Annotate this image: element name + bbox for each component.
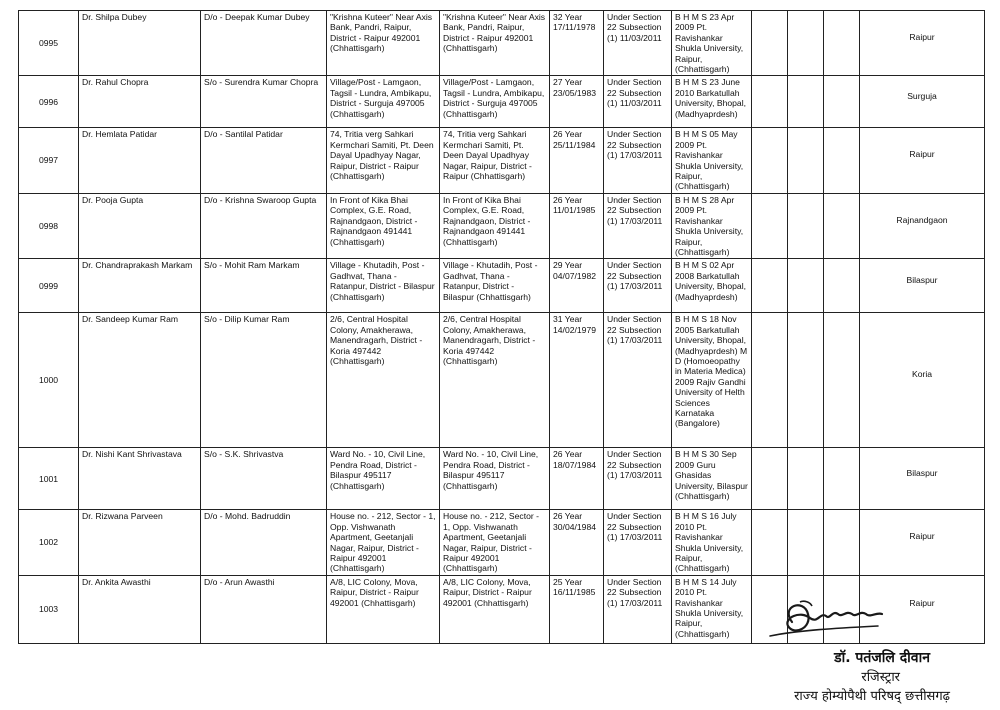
age-dob-cell: 25 Year 16/11/1985 (550, 575, 604, 643)
parent-name-cell: D/o - Santilal Patidar (201, 128, 327, 193)
qualification-cell: B H M S 16 July 2010 Pt. Ravishankar Shukla University, Raipur, (Chhattisgarh) (672, 510, 752, 575)
serial-number-cell: 1001 (19, 448, 79, 510)
parent-name-cell: S/o - Mohit Ram Markam (201, 259, 327, 313)
registration-section-cell: Under Section 22 Subsection (1) 17/03/2011 (604, 448, 672, 510)
qualification-cell: B H M S 14 July 2010 Pt. Ravishankar Shukla University, Raipur, (Chhattisgarh) (672, 575, 752, 643)
permanent-address-cell: 2/6, Central Hospital Colony, Amakherawa, Manendragarh, District - Koria 497442 (Chhattisgarh) (327, 313, 440, 448)
qualification-cell: B H M S 23 June 2010 Barkatullah University, Bhopal, (Madhyaprdesh) (672, 76, 752, 128)
qualification-cell: B H M S 23 Apr 2009 Pt. Ravishankar Shukla University, Raipur, (Chhattisgarh) (672, 11, 752, 76)
correspondence-address-cell: Ward No. - 10, Civil Line, Pendra Road, District - Bilaspur 495117 (Chhattisgarh) (440, 448, 550, 510)
registrar-signature (760, 592, 900, 648)
parent-name-cell: D/o - Deepak Kumar Dubey (201, 11, 327, 76)
age-dob-cell: 29 Year 04/07/1982 (550, 259, 604, 313)
registration-section-cell: Under Section 22 Subsection (1) 17/03/2011 (604, 575, 672, 643)
blank-cell (752, 510, 788, 575)
register-table (18, 10, 985, 644)
practitioner-name-cell: Dr. Pooja Gupta (79, 193, 201, 258)
permanent-address-cell: "Krishna Kuteer" Near Axis Bank, Pandri, Raipur, District - Raipur 492001 (Chhattisgarh) (327, 11, 440, 76)
parent-name-cell: D/o - Arun Awasthi (201, 575, 327, 643)
serial-number-cell: 0998 (19, 193, 79, 258)
district-label: Bilaspur (906, 274, 938, 285)
serial-number-cell: 0996 (19, 76, 79, 128)
district-cell (860, 313, 985, 448)
district-label: Koria (911, 369, 933, 380)
district-cell (860, 11, 985, 76)
blank-cell (824, 448, 860, 510)
serial-number-cell: 0995 (19, 11, 79, 76)
practitioner-name-cell: Dr. Chandraprakash Markam (79, 259, 201, 313)
district-label: Raipur (909, 149, 935, 160)
age-dob-cell: 27 Year 23/05/1983 (550, 76, 604, 128)
registration-section-cell: Under Section 22 Subsection (1) 17/03/2011 (604, 313, 672, 448)
permanent-address-cell: 74, Tritia verg Sahkari Kermchari Samiti, Pt. Deen Dayal Upadhyay Nagar, Raipur, District - Raipur (Chhattisgarh) (327, 128, 440, 193)
district-cell (860, 510, 985, 575)
permanent-address-cell: Village/Post - Lamgaon, Tagsil - Lundra, Ambikapu, District - Surguja 497005 (Chhattisgarh) (327, 76, 440, 128)
qualification-cell: B H M S 28 Apr 2009 Pt. Ravishankar Shukla University, Raipur, (Chhattisgarh) (672, 193, 752, 258)
registrar-designation: रजिस्ट्रार (861, 670, 900, 685)
district-label: Rajnandgaon (896, 214, 948, 225)
blank-cell (788, 193, 824, 258)
blank-cell (788, 313, 824, 448)
blank-cell (788, 128, 824, 193)
district-cell (860, 76, 985, 128)
registration-section-cell: Under Section 22 Subsection (1) 17/03/2011 (604, 128, 672, 193)
blank-cell (824, 193, 860, 258)
qualification-cell: B H M S 02 Apr 2008 Barkatullah University, Bhopal, (Madhyaprdesh) (672, 259, 752, 313)
practitioner-name-cell: Dr. Sandeep Kumar Ram (79, 313, 201, 448)
practitioner-name-cell: Dr. Ankita Awasthi (79, 575, 201, 643)
correspondence-address-cell: House no. - 212, Sector - 1, Opp. Vishwanath Apartment, Geetanjali Nagar, Raipur, District - Raipur 492001 (Chhattisgarh) (440, 510, 550, 575)
parent-name-cell: D/o - Krishna Swaroop Gupta (201, 193, 327, 258)
correspondence-address-cell: 74, Tritia verg Sahkari Kermchari Samiti, Pt. Deen Dayal Upadhyay Nagar, Raipur, District - Raipur (Chhattisgarh) (440, 128, 550, 193)
blank-cell (752, 259, 788, 313)
district-label: Surguja (907, 90, 937, 101)
blank-cell (824, 259, 860, 313)
age-dob-cell: 31 Year 14/02/1979 (550, 313, 604, 448)
parent-name-cell: S/o - Surendra Kumar Chopra (201, 76, 327, 128)
table-row (19, 259, 985, 313)
district-cell (860, 128, 985, 193)
correspondence-address-cell: Village/Post - Lamgaon, Tagsil - Lundra, Ambikapu, District - Surguja 497005 (Chhattisgarh) (440, 76, 550, 128)
practitioner-name-cell: Dr. Shilpa Dubey (79, 11, 201, 76)
blank-cell (788, 76, 824, 128)
table-row (19, 128, 985, 193)
parent-name-cell: S/o - S.K. Shrivastva (201, 448, 327, 510)
practitioner-name-cell: Dr. Nishi Kant Shrivastava (79, 448, 201, 510)
blank-cell (824, 313, 860, 448)
age-dob-cell: 26 Year 25/11/1984 (550, 128, 604, 193)
blank-cell (788, 11, 824, 76)
age-dob-cell: 26 Year 11/01/1985 (550, 193, 604, 258)
blank-cell (752, 448, 788, 510)
registrar-name: डॉ. पतंजलि दीवान (834, 650, 930, 666)
blank-cell (788, 448, 824, 510)
blank-cell (752, 76, 788, 128)
correspondence-address-cell: 2/6, Central Hospital Colony, Amakherawa, Manendragarh, District - Koria 497442 (Chhattisgarh) (440, 313, 550, 448)
parent-name-cell: S/o - Dilip Kumar Ram (201, 313, 327, 448)
serial-number-cell: 1002 (19, 510, 79, 575)
age-dob-cell: 26 Year 30/04/1984 (550, 510, 604, 575)
blank-cell (824, 76, 860, 128)
table-row (19, 448, 985, 510)
district-label: Raipur (909, 531, 935, 542)
parent-name-cell: D/o - Mohd. Badruddin (201, 510, 327, 575)
age-dob-cell: 26 Year 18/07/1984 (550, 448, 604, 510)
district-label: Raipur (909, 32, 935, 43)
district-label: Bilaspur (906, 467, 938, 478)
practitioner-name-cell: Dr. Rizwana Parveen (79, 510, 201, 575)
district-cell (860, 448, 985, 510)
correspondence-address-cell: In Front of Kika Bhai Complex, G.E. Road, Rajnandgaon, District - Rajnandgaon 491441 (Chhattisgarh) (440, 193, 550, 258)
serial-number-cell: 1003 (19, 575, 79, 643)
serial-number-cell: 0997 (19, 128, 79, 193)
correspondence-address-cell: "Krishna Kuteer" Near Axis Bank, Pandri, Raipur, District - Raipur 492001 (Chhattisgarh) (440, 11, 550, 76)
table-row (19, 510, 985, 575)
registration-section-cell: Under Section 22 Subsection (1) 17/03/2011 (604, 193, 672, 258)
registration-section-cell: Under Section 22 Subsection (1) 17/03/2011 (604, 510, 672, 575)
blank-cell (788, 510, 824, 575)
correspondence-address-cell: Village - Khutadih, Post - Gadhvat, Thana - Ratanpur, District - Bilaspur (Chhattisgarh) (440, 259, 550, 313)
blank-cell (752, 128, 788, 193)
serial-number-cell: 0999 (19, 259, 79, 313)
registration-section-cell: Under Section 22 Subsection (1) 11/03/2011 (604, 76, 672, 128)
permanent-address-cell: Village - Khutadih, Post - Gadhvat, Thana - Ratanpur, District - Bilaspur (Chhattisgarh) (327, 259, 440, 313)
qualification-cell: B H M S 30 Sep 2009 Guru Ghasidas University, Bilaspur (Chhattisgarh) (672, 448, 752, 510)
blank-cell (752, 11, 788, 76)
district-cell (860, 193, 985, 258)
table-row (19, 11, 985, 76)
permanent-address-cell: A/8, LIC Colony, Mova, Raipur, District - Raipur 492001 (Chhattisgarh) (327, 575, 440, 643)
correspondence-address-cell: A/8, LIC Colony, Mova, Raipur, District - Raipur 492001 (Chhattisgarh) (440, 575, 550, 643)
age-dob-cell: 32 Year 17/11/1978 (550, 11, 604, 76)
permanent-address-cell: House no. - 212, Sector - 1, Opp. Vishwanath Apartment, Geetanjali Nagar, Raipur, District - Raipur 492001 (Chhattisgarh) (327, 510, 440, 575)
table-row (19, 193, 985, 258)
district-cell (860, 259, 985, 313)
blank-cell (752, 193, 788, 258)
serial-number-cell: 1000 (19, 313, 79, 448)
blank-cell (752, 313, 788, 448)
table-row (19, 313, 985, 448)
permanent-address-cell: In Front of Kika Bhai Complex, G.E. Road, Rajnandgaon, District - Rajnandgaon 491441 (Chhattisgarh) (327, 193, 440, 258)
blank-cell (788, 259, 824, 313)
council-name: राज्य होम्योपैथी परिषद् छत्तीसगढ़ (794, 689, 950, 704)
practitioner-name-cell: Dr. Rahul Chopra (79, 76, 201, 128)
district-label: Raipur (909, 598, 935, 609)
permanent-address-cell: Ward No. - 10, Civil Line, Pendra Road, District - Bilaspur 495117 (Chhattisgarh) (327, 448, 440, 510)
registration-section-cell: Under Section 22 Subsection (1) 11/03/2011 (604, 11, 672, 76)
table-row (19, 76, 985, 128)
blank-cell (824, 11, 860, 76)
registration-section-cell: Under Section 22 Subsection (1) 17/03/2011 (604, 259, 672, 313)
qualification-cell: B H M S 18 Nov 2005 Barkatullah University, Bhopal, (Madhyaprdesh) M D (Homoeopathy in Materia Medica) 2009 Rajiv Gandhi University of Helth Sciences Karnataka (Bangalore) (672, 313, 752, 448)
practitioner-name-cell: Dr. Hemlata Patidar (79, 128, 201, 193)
blank-cell (824, 128, 860, 193)
blank-cell (824, 510, 860, 575)
qualification-cell: B H M S 05 May 2009 Pt. Ravishankar Shukla University, Raipur, (Chhattisgarh) (672, 128, 752, 193)
